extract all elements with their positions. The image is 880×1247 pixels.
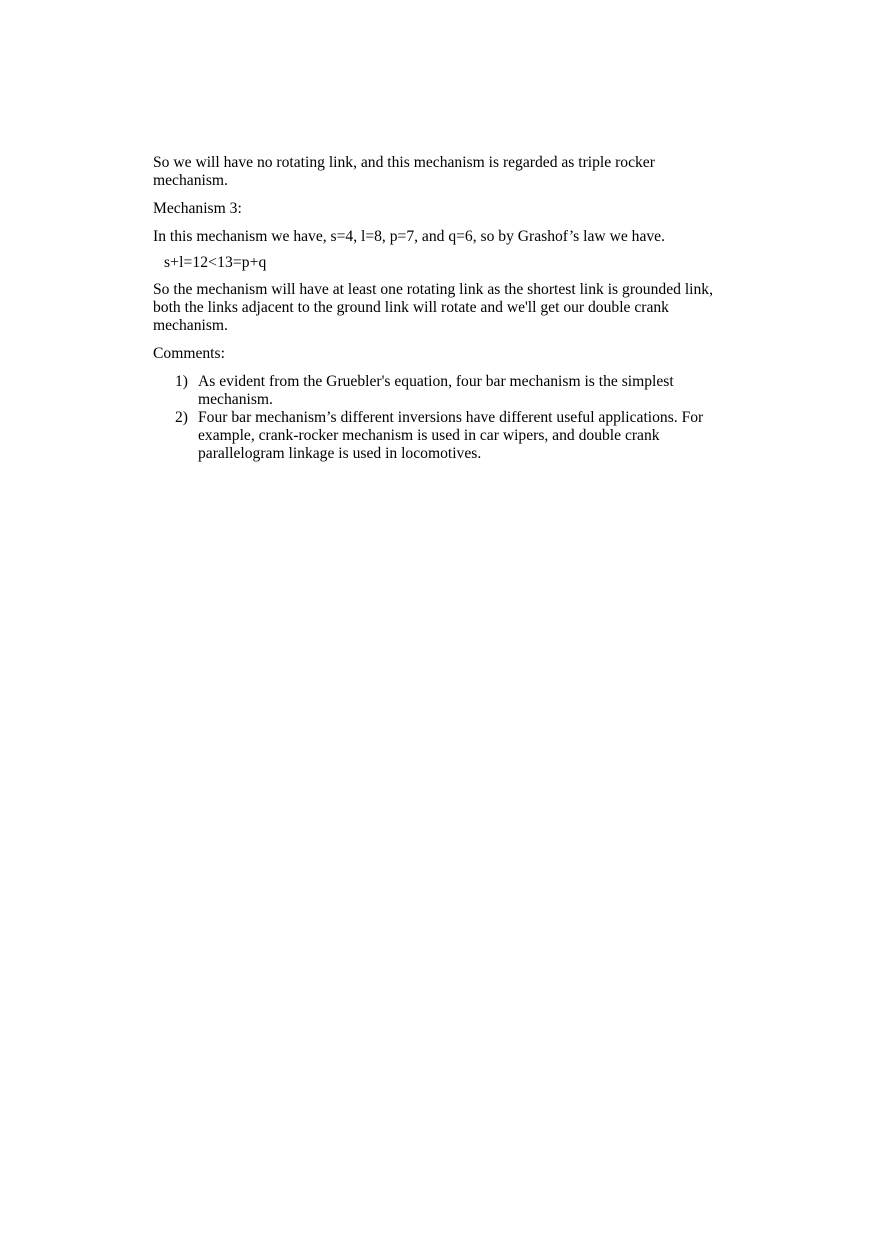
comments-list: [153, 373, 733, 463]
heading-mechanism-3: Mechanism 3:: [153, 200, 242, 217]
paragraph-mechanism-3-values: In this mechanism we have, s=4, l=8, p=7, and q=6, so by Grashof’s law we have.: [153, 228, 665, 245]
comment-item-2: [153, 409, 708, 463]
comment-text: As evident from the Gruebler's equation, four bar mechanism is the simplest mechanism.: [198, 373, 674, 408]
document-page: [153, 154, 733, 463]
heading-comments: Comments:: [153, 345, 225, 362]
comment-text: Four bar mechanism’s different inversions have different useful applications. For example, crank-rocker mechanism is used in car wipers, and double crank parallelogram linkage is used in locomotives.: [198, 409, 704, 462]
comment-item-1: [153, 373, 708, 409]
comment-number: 2): [175, 409, 188, 426]
grashof-equation: s+l=12<13=p+q: [164, 254, 267, 271]
paragraph-triple-rocker: So we will have no rotating link, and this mechanism is regarded as triple rocker mechanism.: [153, 154, 655, 189]
comment-number: 1): [175, 373, 188, 390]
paragraph-double-crank: So the mechanism will have at least one rotating link as the shortest link is grounded link, both the links adjacent to the ground link will rotate and we'll get our double crank mechanism.: [153, 281, 713, 334]
